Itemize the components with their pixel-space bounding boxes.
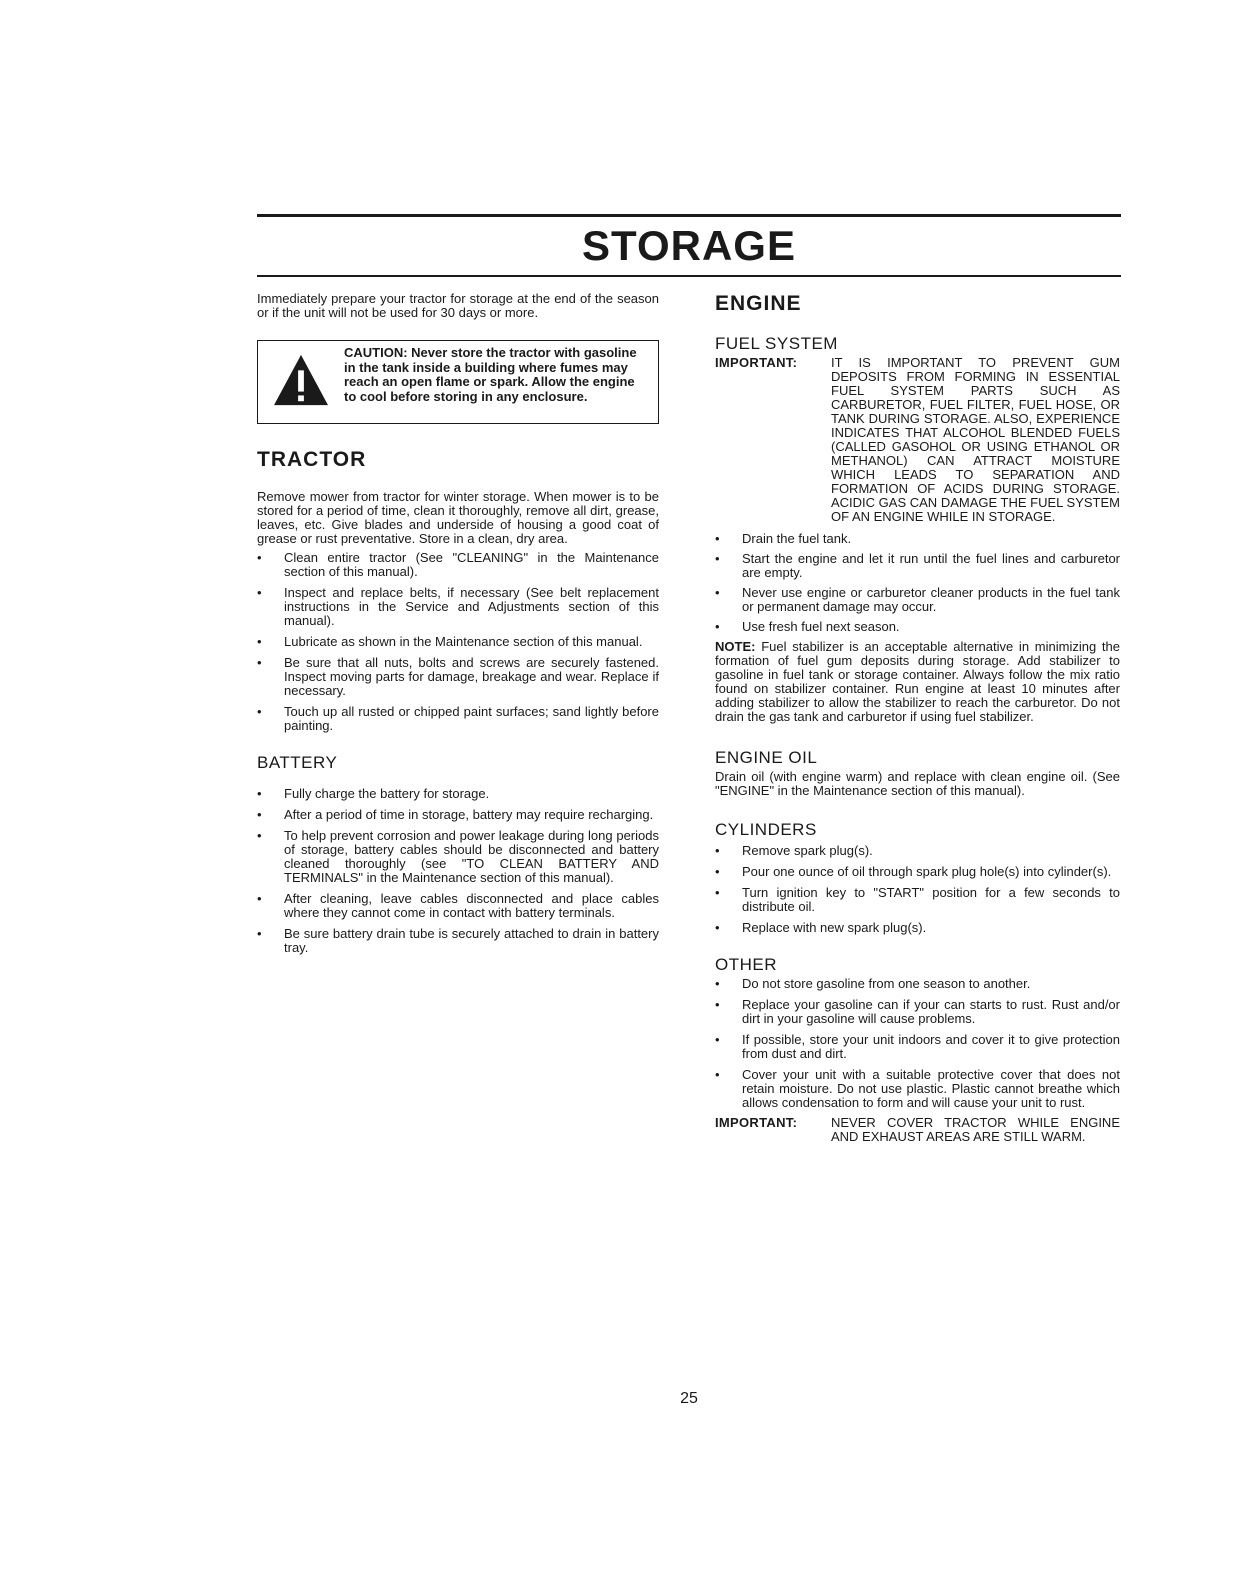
list-item: • Fully charge the battery for storage. <box>257 787 659 801</box>
battery-list <box>257 787 659 955</box>
left-column <box>257 292 659 955</box>
list-item: • Use fresh fuel next season. <box>715 620 1120 634</box>
tractor-intro: Remove mower from tractor for winter storage. When mower is to be stored for a period of time, clean it thoroughly, remove all dirt, grease, leaves, etc. Give blades and underside of housing a good coat of grease or rust preventative. Store in a clean, dry area. <box>257 489 659 546</box>
important-label: IMPORTANT: <box>715 355 798 370</box>
list-item: • Replace your gasoline can if your can starts to rust. Rust and/or dirt in your gasoline will cause problems. <box>715 998 1120 1026</box>
list-item: • Never use engine or carburetor cleaner products in the fuel tank or permanent damage may occur. <box>715 586 1120 614</box>
note-label: NOTE: <box>715 639 756 654</box>
cylinders-list <box>715 844 1120 935</box>
other-important-block <box>715 1116 1120 1144</box>
engine-oil-heading: ENGINE OIL <box>715 748 818 767</box>
list-item: • Cover your unit with a suitable protective cover that does not retain moisture. Do not use plastic. Plastic cannot breathe which allows condensation to form and will cause your unit to rust. <box>715 1068 1120 1110</box>
fuel-system-list <box>715 532 1120 634</box>
caution-box <box>257 340 659 424</box>
tractor-heading: TRACTOR <box>257 448 367 471</box>
list-item: • Clean entire tractor (See "CLEANING" in the Maintenance section of this manual). <box>257 551 659 579</box>
title-rule-top <box>257 214 1121 217</box>
other-list <box>715 977 1120 1110</box>
list-item: • Drain the fuel tank. <box>715 532 1120 546</box>
important-text: NEVER COVER TRACTOR WHILE ENGINE AND EXHAUST AREAS ARE STILL WARM. <box>831 1115 1120 1144</box>
list-item: • Touch up all rusted or chipped paint surfaces; sand lightly before painting. <box>257 705 659 733</box>
fuel-note <box>715 640 1120 724</box>
note-text: Fuel stabilizer is an acceptable alternative in minimizing the formation of fuel gum deposits during storage. Add stabilizer to gasoline in fuel tank or storage container. Always follow the mix ratio found on stabilizer container. Run engine at least 10 minutes after adding stabilizer to allow the stabilizer to reach the carburetor. Do not drain the gas tank and carburetor if using fuel stabilizer. <box>715 639 1120 724</box>
list-item: • Remove spark plug(s). <box>715 844 1120 858</box>
engine-oil-text: Drain oil (with engine warm) and replace with clean engine oil. (See "ENGINE" in the Maintenance section of this manual). <box>715 769 1120 798</box>
list-item: • To help prevent corrosion and power leakage during long periods of storage, battery cables should be disconnected and battery cleaned thoroughly (see "TO CLEAN BATTERY AND TERMINALS" in the Maintenance section of this manual). <box>257 829 659 885</box>
list-item: • Start the engine and let it run until the fuel lines and carburetor are empty. <box>715 552 1120 580</box>
cylinders-heading: CYLINDERS <box>715 820 817 839</box>
list-item: • Lubricate as shown in the Maintenance section of this manual. <box>257 635 659 649</box>
battery-heading: BATTERY <box>257 753 338 772</box>
other-heading: OTHER <box>715 955 777 974</box>
list-item: • Do not store gasoline from one season to another. <box>715 977 1120 991</box>
fuel-important-block <box>715 356 1120 524</box>
right-column <box>715 292 1120 1144</box>
important-label: IMPORTANT: <box>715 1115 798 1130</box>
fuel-system-heading: FUEL SYSTEM <box>715 334 838 353</box>
title-rule-bottom <box>257 275 1121 277</box>
list-item: • Replace with new spark plug(s). <box>715 921 1120 935</box>
list-item: • Inspect and replace belts, if necessary (See belt replacement instructions in the Service and Adjustments section of this manual). <box>257 586 659 628</box>
page-number: 25 <box>680 1390 698 1407</box>
engine-heading: ENGINE <box>715 292 802 315</box>
caution-text: CAUTION: Never store the tractor with gasoline in the tank inside a building where fumes may reach an open flame or spark. Allow the engine to cool before storing in any enclosure. <box>344 345 637 404</box>
tractor-list <box>257 551 659 733</box>
list-item: • If possible, store your unit indoors and cover it to give protection from dust and dirt. <box>715 1033 1120 1061</box>
list-item: • After cleaning, leave cables disconnected and place cables where they cannot come in contact with battery terminals. <box>257 892 659 920</box>
intro-paragraph: Immediately prepare your tractor for storage at the end of the season or if the unit will not be used for 30 days or more. <box>257 291 659 320</box>
list-item: • Turn ignition key to "START" position for a few seconds to distribute oil. <box>715 886 1120 914</box>
warning-triangle-icon <box>272 353 330 407</box>
list-item: • Be sure battery drain tube is securely attached to drain in battery tray. <box>257 927 659 955</box>
list-item: • Be sure that all nuts, bolts and screws are securely fastened. Inspect moving parts for damage, breakage and wear. Replace if necessary. <box>257 656 659 698</box>
list-item: • Pour one ounce of oil through spark plug hole(s) into cylinder(s). <box>715 865 1120 879</box>
page-title: STORAGE <box>582 222 796 269</box>
important-text: IT IS IMPORTANT TO PREVENT GUM DEPOSITS FROM FORMING IN ESSENTIAL FUEL SYSTEM PARTS SUCH AS CARBURETOR, FUEL FILTER, FUEL HOSE, OR TANK DURING STORAGE. ALSO, EXPERIENCE INDICATES THAT ALCOHOL BLENDED FUELS (CALLED GASOHOL OR USING ETHANOL OR METHANOL) CAN ATTRACT MOISTURE WHICH LEADS TO SEPARATION AND FORMATION OF ACIDS DURING STORAGE. ACIDIC GAS CAN DAMAGE THE FUEL SYSTEM OF AN ENGINE WHILE IN STORAGE. <box>831 355 1120 524</box>
list-item: • After a period of time in storage, battery may require recharging. <box>257 808 659 822</box>
